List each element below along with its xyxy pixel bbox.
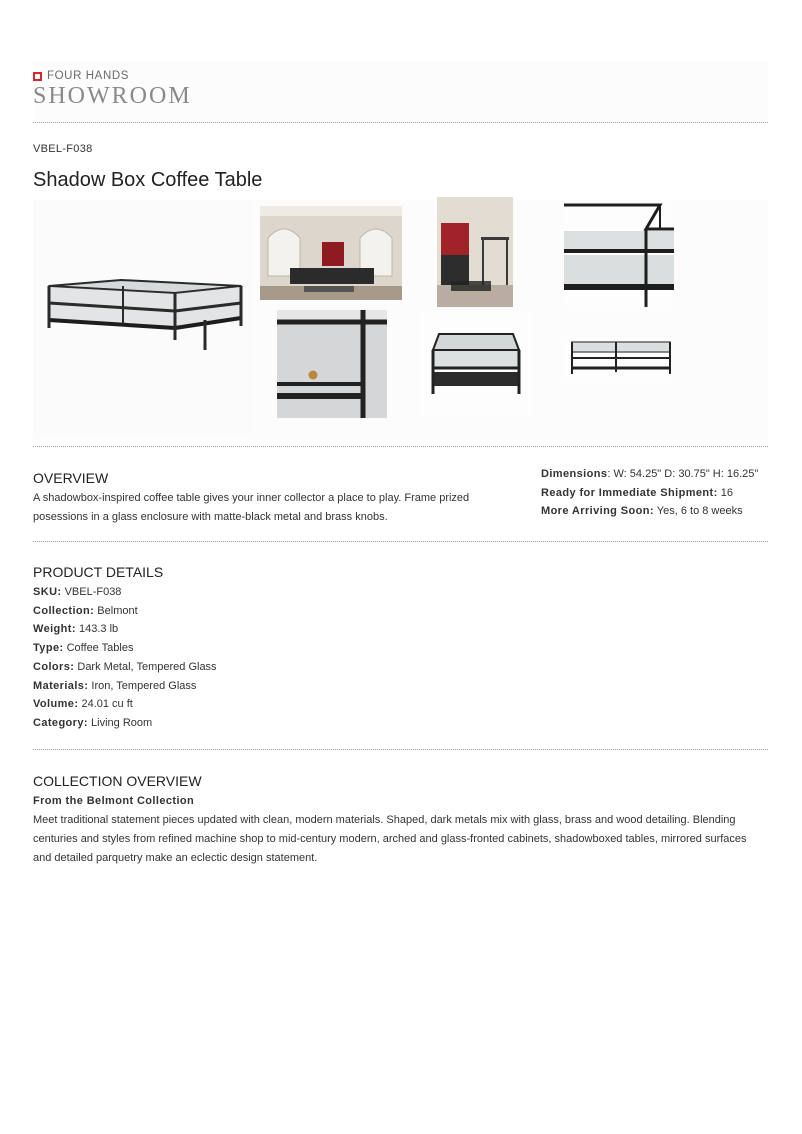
showroom-title: SHOWROOM [33,83,192,109]
detail-row-type [33,639,768,658]
detail-label: Category: [33,716,88,729]
detail-label: Type: [33,642,64,655]
living-room-illustration [260,206,402,300]
detail-row-colors [33,658,768,677]
coffee-table-main-illustration [33,200,253,436]
detail-label: Collection: [33,604,95,617]
spec-label: Dimensions [541,468,608,480]
detail-value: 24.01 cu ft [81,698,133,711]
detail-label: Volume: [33,698,79,711]
spec-label: More Arriving Soon: [541,505,654,518]
overview-heading: OVERVIEW [33,470,109,486]
side-view-photo [564,338,674,382]
brass-knob-illustration [277,310,387,418]
spec-label: Ready for Immediate Shipment: [541,486,718,499]
spec-ready-shipment [541,484,768,503]
detail-row-volume [33,695,768,714]
product-details-heading: PRODUCT DETAILS [33,564,164,580]
detail-label: Colors: [33,660,75,673]
brand-row [33,62,768,82]
detail-row-sku [33,583,768,602]
product-details-section [33,542,768,749]
detail-row-materials [33,677,768,696]
detail-value: Living Room [91,716,153,729]
spec-summary [541,465,768,521]
detail-label: Materials: [33,679,89,692]
room-vignette-illustration [437,197,513,307]
spec-dimensions [541,465,768,484]
detail-value: Iron, Tempered Glass [91,679,197,692]
brass-knob-detail-photo [277,310,387,418]
detail-value: VBEL-F038 [64,586,122,598]
overview-section [33,447,768,541]
spec-sheet [33,62,768,868]
detail-value: Dark Metal, Tempered Glass [77,660,217,673]
sku-code: VBEL-F038 [33,143,93,155]
detail-value: Belmont [97,604,138,617]
overview-text: A shadowbox-inspired coffee table gives your inner collector a place to play. Frame prized posessions in a glass enclosure with matte-black metal and brass knobs. [33,492,470,523]
coffee-table-main-photo [33,200,253,436]
spec-value: W: 54.25" D: 30.75" H: 16.25" [613,468,759,480]
collection-overview-heading: COLLECTION OVERVIEW [33,773,202,789]
collection-text: Meet traditional statement pieces updated with clean, modern materials. Shaped, dark metals mix with glass, brass and wood detailing. Blending centuries and styles from refined machine shop to mid-century modern, arched and glass-fronted cabinets, shadowboxed tables, mirrored surfaces and detailed parquetry make an eclectic design statement. [33,813,747,864]
spec-value: 16 [720,486,733,499]
detail-row-category [33,714,768,733]
front-view-photo [421,310,531,418]
spec-separator: : [607,468,614,480]
detail-value: 143.3 lb [79,623,119,636]
detail-label: Weight: [33,623,76,636]
detail-label: SKU: [33,586,62,598]
front-view-illustration [421,310,531,418]
divider [33,122,768,123]
header [33,62,768,122]
detail-value: Coffee Tables [66,642,134,655]
brand-logo-icon [33,72,42,81]
spec-more-arriving [541,502,768,521]
product-title: Shadow Box Coffee Table [33,169,263,191]
detail-row-collection [33,602,768,621]
detail-row-weight [33,620,768,639]
collection-overview-section [33,750,768,868]
collection-subheading: From the Belmont Collection [33,795,195,807]
side-view-illustration [564,338,674,382]
living-room-photo [260,206,402,300]
corner-detail-photo [564,199,674,307]
spec-value: Yes, 6 to 8 weeks [656,505,743,518]
room-vignette-photo [437,197,513,307]
product-gallery [33,200,768,440]
corner-detail-illustration [564,199,674,307]
brand-name: FOUR HANDS [47,70,130,82]
